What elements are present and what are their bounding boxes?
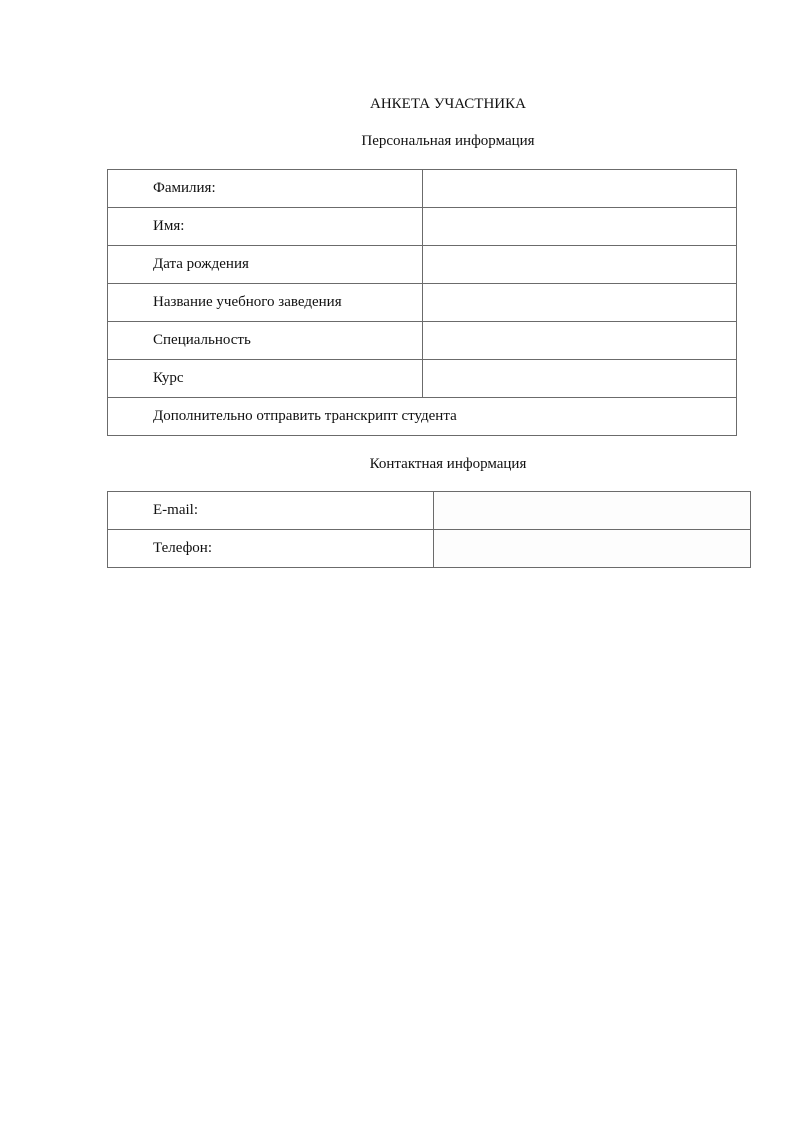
table-row bbox=[108, 246, 737, 284]
transcript-note: Дополнительно отправить транскрипт студента bbox=[108, 398, 737, 436]
contact-info-heading: Контактная информация bbox=[369, 456, 527, 472]
surname-field[interactable] bbox=[423, 170, 737, 208]
table-row bbox=[108, 530, 751, 568]
table-row bbox=[108, 170, 737, 208]
email-field[interactable] bbox=[434, 492, 751, 530]
first-name-label: Имя: bbox=[108, 208, 423, 246]
surname-label: Фамилия: bbox=[108, 170, 423, 208]
specialty-label: Специальность bbox=[108, 322, 423, 360]
table-row bbox=[108, 360, 737, 398]
phone-label: Телефон: bbox=[108, 530, 434, 568]
contact-info-table bbox=[107, 491, 751, 568]
table-row bbox=[108, 208, 737, 246]
personal-info-heading: Персональная информация bbox=[361, 133, 535, 149]
email-label: E-mail: bbox=[108, 492, 434, 530]
first-name-field[interactable] bbox=[423, 208, 737, 246]
course-label: Курс bbox=[108, 360, 423, 398]
table-row bbox=[108, 492, 751, 530]
table-row bbox=[108, 322, 737, 360]
table-row bbox=[108, 398, 737, 436]
course-field[interactable] bbox=[423, 360, 737, 398]
birth-date-field[interactable] bbox=[423, 246, 737, 284]
birth-date-label: Дата рождения bbox=[108, 246, 423, 284]
form-title: АНКЕТА УЧАСТНИКА bbox=[370, 96, 526, 112]
phone-field[interactable] bbox=[434, 530, 751, 568]
specialty-field[interactable] bbox=[423, 322, 737, 360]
institution-label: Название учебного заведения bbox=[108, 284, 423, 322]
institution-field[interactable] bbox=[423, 284, 737, 322]
table-row bbox=[108, 284, 737, 322]
personal-info-table bbox=[107, 169, 737, 436]
